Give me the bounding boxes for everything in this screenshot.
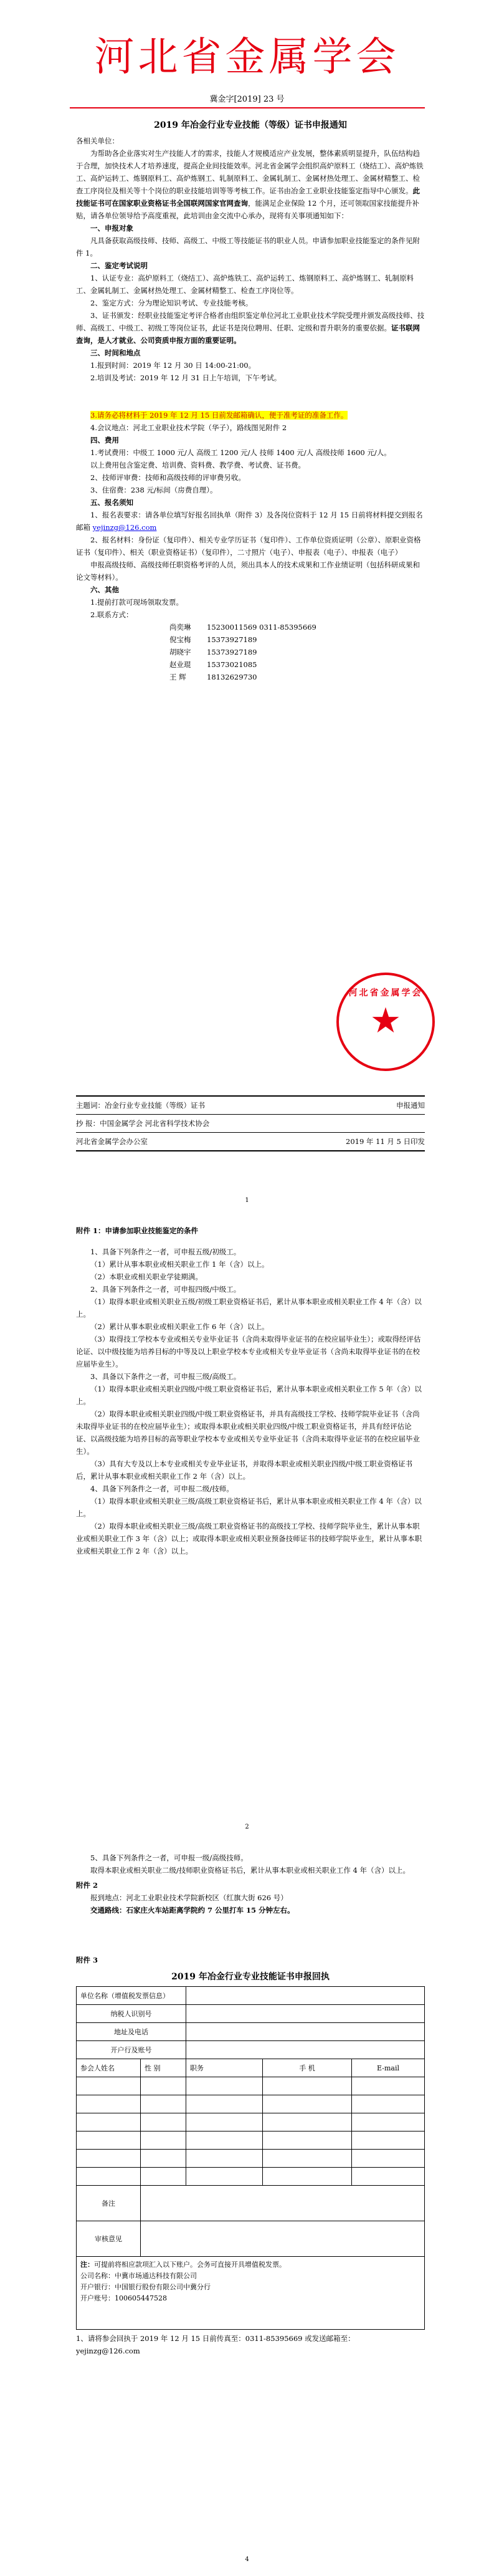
- sec2-item3: [76, 309, 425, 347]
- attendee-cell[interactable]: [352, 2077, 425, 2095]
- form-row-remark: [77, 2186, 425, 2221]
- sec4-title: 四、费用: [90, 436, 119, 445]
- form-label: 纳税人识别号: [77, 2005, 186, 2023]
- footer-rule: [76, 1150, 425, 1151]
- return-email[interactable]: yejinzg@126.com: [76, 2347, 140, 2355]
- annex3-form-title: 2019 年冶金行业专业技能证书申报回执: [171, 1972, 330, 1982]
- attendee-cell[interactable]: [263, 2095, 352, 2113]
- sec4-item2: 以上费用包含鉴定费、培训费、资料费、教学费、考试费、证书费。: [90, 461, 305, 469]
- address-input[interactable]: [186, 2023, 425, 2041]
- payment-note: [77, 2257, 425, 2330]
- official-seal: [336, 973, 435, 1071]
- tax-id-input[interactable]: [186, 2005, 425, 2023]
- annex1-continued: [76, 1852, 425, 2357]
- attendee-cell[interactable]: [77, 2168, 141, 2186]
- contact-list: [76, 621, 425, 683]
- subject-text: 冶金行业专业技能（等级）证书: [105, 1101, 205, 1110]
- annex1: [76, 1224, 425, 1557]
- annex1-p1a: （1）累计从事本职业或相关职业工作 1 年（含）以上。: [90, 1260, 269, 1269]
- document-footer: [76, 1094, 425, 1153]
- annex1-p4a: （1）取得本职业或相关职业三级/高级工职业资格证书后，累计从事本职业或相关职业工作 4 年（含）以上。: [76, 1497, 422, 1518]
- col-header-sex: 性 别: [141, 2059, 186, 2077]
- attendee-cell[interactable]: [141, 2150, 186, 2168]
- attendee-cell[interactable]: [141, 2095, 186, 2113]
- registration-form: [76, 1986, 425, 2330]
- return-note: 1、请将参会回执于 2019 年 12 月 15 日前传真至：0311-85395669 或发送邮箱至：: [76, 2334, 355, 2343]
- annex2-route: 交通路线：石家庄火车站距离学院约 7 公里打车 15 分钟左右。: [90, 1906, 295, 1915]
- col-header-job: 职务: [186, 2059, 263, 2077]
- attendee-cell[interactable]: [263, 2150, 352, 2168]
- footer-rule: [76, 1114, 425, 1115]
- bank-name: 开户银行：中国银行股份有限公司中冀分行: [80, 2283, 211, 2291]
- document-page-3: [0, 1839, 494, 2576]
- annex1-p3b: （2）取得本职业或相关职业四级/中级工职业资格证书，并具有高级技工学校、技师学院毕业证书（含尚未取得毕业证书的在校应届毕业生）；或取得本职业或相关职业四级/中级工职业资格证书，并具有经评估论证、以高级技能为培养目标的高等职业学校本专业或相关专业毕业证书（含尚未取得毕业证书的在校应届毕业生）。: [76, 1410, 420, 1456]
- annex1-p3c: （3）具有大专及以上本专业或相关专业毕业证书，并取得本职业或相关职业四级/中级工职业资格证书后，累计从事本职业或相关职业工作 2 年（含）以上。: [76, 1459, 413, 1481]
- col-header-name: 参会人姓名: [77, 2059, 141, 2077]
- annex1-p1b: （2）本职业或相关职业学徒期满。: [90, 1272, 202, 1281]
- sec5-title: 五、报名须知: [90, 498, 133, 507]
- form-row-bank: [77, 2041, 425, 2059]
- form-row-note: [77, 2257, 425, 2330]
- annex2-title: 附件 2: [76, 1881, 98, 1890]
- opinion-input[interactable]: [141, 2221, 425, 2257]
- attendee-row: [77, 2150, 425, 2168]
- form-header-row: [77, 2059, 425, 2077]
- bank-input[interactable]: [186, 2041, 425, 2059]
- form-label: 单位名称（增值税发票信息）: [77, 1987, 186, 2005]
- org-title: 河北省金属学会: [94, 34, 400, 80]
- col-header-email: E-mail: [352, 2059, 425, 2077]
- annex1-p4: 4、具备下列条件之一者，可申报二级/技师。: [90, 1484, 234, 1493]
- contact-row: 王 辉 18132629730: [169, 673, 257, 681]
- attendee-cell[interactable]: [263, 2131, 352, 2150]
- attendee-cell[interactable]: [186, 2150, 263, 2168]
- account-name: 公司名称：中冀市场通达科技有限公司: [80, 2272, 197, 2280]
- subject-label: 主题词：: [76, 1101, 105, 1110]
- annex1-p5: 5、具备下列条件之一者，可申报一级/高级技师。: [90, 1853, 248, 1862]
- issuer-row: [76, 1134, 425, 1149]
- sec1-text: 凡具备获取高级技师、技师、高级工、中级工等技能证书的职业人员。申请参加职业技能鉴定的条件见附件 1。: [76, 236, 420, 257]
- sec3-item3-highlight: 3.请务必将材料于 2019 年 12 月 15 日前发邮箱确认，便于准考证的准备工作。: [90, 411, 348, 420]
- attendee-cell[interactable]: [77, 2150, 141, 2168]
- attendee-cell[interactable]: [186, 2168, 263, 2186]
- attendee-row: [77, 2077, 425, 2095]
- sec6-item1: 1.提前打款可现场领取发票。: [90, 598, 183, 607]
- attendee-cell[interactable]: [352, 2150, 425, 2168]
- annex1-p2: 2、具备下列条件之一者，可申报四级/中级工。: [90, 1285, 241, 1294]
- form-label: 备注: [77, 2186, 141, 2221]
- annex1-p2a: （1）取得本职业或相关职业五级/初级工职业资格证书后，累计从事本职业或相关职业工作 4 年（含）以上。: [76, 1297, 422, 1319]
- subject-row: [76, 1098, 425, 1113]
- doc-number: 冀金字[2019] 23 号: [209, 95, 285, 104]
- attendee-row: [77, 2131, 425, 2150]
- form-row-unit: [77, 1987, 425, 2005]
- registration-email-link[interactable]: yejinzg@126.com: [92, 523, 157, 532]
- attendee-cell[interactable]: [352, 2131, 425, 2150]
- annex1-p4b: （2）取得本职业或相关职业三级/高级工职业资格证书的高级技工学校、技师学院毕业生，累计从事本职业或相关职业工作 3 年（含）以上；或取得本职业或相关职业预备技师证书的技师学院毕业生，累计从事本职业或相关职业工作 2 年（含）以上。: [76, 1522, 422, 1555]
- attendee-cell[interactable]: [141, 2131, 186, 2150]
- remark-input[interactable]: [141, 2186, 425, 2221]
- annex1-p5a: 取得本职业或相关职业二级/技师职业资格证书后，累计从事本职业或相关职业工作 4 年（含）以上。: [90, 1866, 410, 1875]
- annex1-p2b: （2）累计从事本职业或相关职业工作 6 年（含）以上。: [90, 1322, 269, 1331]
- sec3-item2: 2.培训及考试：2019 年 12 月 31 日上午培训，下午考试。: [90, 373, 282, 382]
- sec4-item4: 3、住宿费：238 元/标间（房费自理）。: [90, 486, 217, 494]
- footer-rule: [76, 1132, 425, 1133]
- attendee-cell[interactable]: [352, 2095, 425, 2113]
- sec5-item1-text: 1、报名表要求：请各单位填写好报名回执单（附件 3）及各岗位资料于 12 月 15 日前将材料提交到报名邮箱: [76, 511, 423, 532]
- sec3-title: 三、时间和地点: [90, 348, 141, 357]
- document-page-1: [0, 0, 494, 1216]
- star-icon: ★: [369, 1000, 402, 1041]
- annex1-title: 附件 1：申请参加职业技能鉴定的条件: [76, 1226, 199, 1235]
- sec4-item1: 1.考试费用：中级工 1000 元/人 高级工 1200 元/人 技师 1400 元/人 高级技师 1600 元/人。: [90, 448, 391, 457]
- sec1-title: 一、申报对象: [90, 224, 133, 233]
- red-divider: [70, 107, 425, 108]
- form-label: 地址及电话: [77, 2023, 186, 2041]
- seal-text: 河北省金属学会: [348, 988, 423, 998]
- form-row-tax: [77, 2005, 425, 2023]
- sec4-item3: 2、技师评审费：技师和高级技师的评审费另收。: [90, 473, 245, 482]
- contact-row: 尚奕琳 15230011569 0311-85395669: [169, 623, 316, 632]
- attendee-cell[interactable]: [186, 2131, 263, 2150]
- attendee-cell[interactable]: [263, 2113, 352, 2131]
- sec2-item2: 2、鉴定方式：分为理论知识考试、专业技能考核。: [90, 299, 253, 307]
- salutation: 各相关单位：: [76, 137, 119, 145]
- attendee-cell[interactable]: [77, 2113, 141, 2131]
- sec3-item3: [76, 409, 425, 421]
- document-page-2: [0, 1216, 494, 1839]
- annex1-p1: 1、具备下列条件之一者，可申报五级/初级工。: [90, 1247, 241, 1256]
- intro-text: 为帮助各企业落实对生产技能人才的需求，技能人才规模适应产业发展，整体素质明显提升，队伍结构趋于合理，加快技术人才培养速度，提高企业间技能效率。河北省金属学会组织高炉原料工（烧结工）、高炉炼铁工、高炉运转工、炼钢原料工、高炉炼钢工、轧制原料工、金属轧制工、金属材热处理工、金属材精整工、检查工序岗位及相关等十个岗位的职业技能培训等等考核工作。证书由冶金工业职业技能鉴定指导中心颁发。: [76, 149, 424, 195]
- sec2-item1: 1、认证专业：高炉原料工（烧结工）、高炉炼铁工、高炉运转工、炼钢原料工、高炉炼钢工、轧制原料工、金属轧制工、金属材热处理工、金属材精整工、检查工序岗位等。: [76, 274, 414, 295]
- unit-input[interactable]: [186, 1987, 425, 2005]
- form-label: 开户行及账号: [77, 2041, 186, 2059]
- attendee-cell[interactable]: [263, 2168, 352, 2186]
- cc-label: 抄 报：: [76, 1119, 100, 1128]
- sec5-item1: [76, 509, 425, 534]
- sec3-item4: 4.会议地点：河北工业职业技术学院（华子），路线图见附件 2: [90, 423, 287, 432]
- page-number: 4: [245, 2556, 249, 2563]
- note-text: 可提前将相应款项汇入以下账户。会务可直接开具增值税发票。: [94, 2261, 286, 2269]
- note-label: 注：: [80, 2261, 94, 2269]
- attendee-cell[interactable]: [352, 2113, 425, 2131]
- attendee-row: [77, 2168, 425, 2186]
- attendee-cell[interactable]: [141, 2113, 186, 2131]
- form-label: 审核意见: [77, 2221, 141, 2257]
- cc-text: 中国金属学会 河北省科学技术协会: [100, 1119, 210, 1128]
- sec2-item3-bold: 证书联网查询，是人才就业、公司资质申报方面的重要证明。: [76, 324, 420, 345]
- intro-bold: 此技能证书可在国家职业资格证书全国联网国家官网查询: [76, 186, 420, 208]
- attendee-cell[interactable]: [186, 2095, 263, 2113]
- col-header-mobile: 手 机: [263, 2059, 352, 2077]
- annex1-p2c: （3）取得技工学校本专业或相关专业毕业证书（含尚未取得毕业证书的在校应届毕业生）；或取得经评估论证、以中级技能为培养目标的中等及以上职业学校本专业或相关专业毕业证书（含尚未取得毕业证书的在校应届毕业生）。: [76, 1335, 421, 1368]
- cc-row: [76, 1116, 425, 1131]
- sec5-item2: 2、报名材料：身份证（复印件）、相关专业学历证书（复印件）、工作单位资质证明（公章）、原职业资格证书（复印件）、相关（职业资格证书）（复印件），二寸照片（电子）、申报表（电子）、申报表（电子）: [76, 536, 421, 557]
- page-number: 2: [245, 1824, 249, 1830]
- attendee-cell[interactable]: [77, 2131, 141, 2150]
- attendee-cell[interactable]: [77, 2095, 141, 2113]
- intro-paragraph: [76, 147, 425, 222]
- footer-rule: [76, 1095, 425, 1097]
- contact-row: 胡晓宇 15373927189: [169, 648, 257, 656]
- attendee-cell[interactable]: [77, 2077, 141, 2095]
- sec5-item3: 申报高级技师、高级技师任职资格考评的人员，须出具本人的技术成果和工作业绩证明（包括科研成果和论文等材料）。: [76, 560, 420, 582]
- attendee-cell[interactable]: [141, 2077, 186, 2095]
- contact-row: 倪宝梅 15373927189: [169, 635, 257, 644]
- notice-title: 2019 年冶金行业专业技能（等级）证书申报通知: [154, 120, 347, 130]
- subject-right: 申报通知: [396, 1101, 425, 1110]
- form-row-addr: [77, 2023, 425, 2041]
- sec2-item3-text: 3、证书颁发：经职业技能鉴定考评合格者由组织鉴定单位河北工业职业技术学院受理并颁发高级技师、技师、高级工、中级工、初级工等岗位证书，此证书是岗位聘用、任职、定级和晋升职务的重要依据。: [76, 311, 425, 332]
- annex2-addr: 报到地点：河北工业职业技术学院新校区（红旗大街 626 号）: [90, 1893, 288, 1902]
- issue-date: 2019 年 11 月 5 日印发: [346, 1137, 425, 1146]
- attendee-cell[interactable]: [352, 2168, 425, 2186]
- attendee-row: [77, 2095, 425, 2113]
- account-number: 开户账号：100605447528: [80, 2294, 167, 2302]
- sec2-title: 二、鉴定考试说明: [90, 261, 148, 270]
- intro-tail: ，能满足企业保险 12 个月，还可领取国家技能提升补贴，请各单位领导给予高度重视，此培训由金交流中心承办，现将有关事项通知如下：: [76, 199, 419, 220]
- attendee-cell[interactable]: [186, 2113, 263, 2131]
- attendee-cell[interactable]: [263, 2077, 352, 2095]
- page-number: 1: [245, 1197, 249, 1204]
- attendee-row: [77, 2113, 425, 2131]
- contact-row: 赵业琨 15373021085: [169, 660, 257, 669]
- sec6-title: 六、其他: [90, 585, 119, 594]
- annex1-p3: 3、具备以下条件之一者，可申报三级/高级工。: [90, 1372, 241, 1381]
- annex1-p3a: （1）取得本职业或相关职业四级/中级工职业资格证书后，累计从事本职业或相关职业工作 5 年（含）以上。: [76, 1385, 422, 1406]
- form-row-opinion: [77, 2221, 425, 2257]
- sec3-item1: 1.报到时间：2019 年 12 月 30 日 14:00-21:00。: [90, 361, 256, 370]
- attendee-cell[interactable]: [186, 2077, 263, 2095]
- sec6-item2: 2.联系方式：: [90, 610, 133, 619]
- notice-body: [76, 118, 425, 683]
- attendee-cell[interactable]: [141, 2168, 186, 2186]
- issuer: 河北省金属学会办公室: [76, 1137, 148, 1146]
- annex3-label: 附件 3: [76, 1956, 98, 1964]
